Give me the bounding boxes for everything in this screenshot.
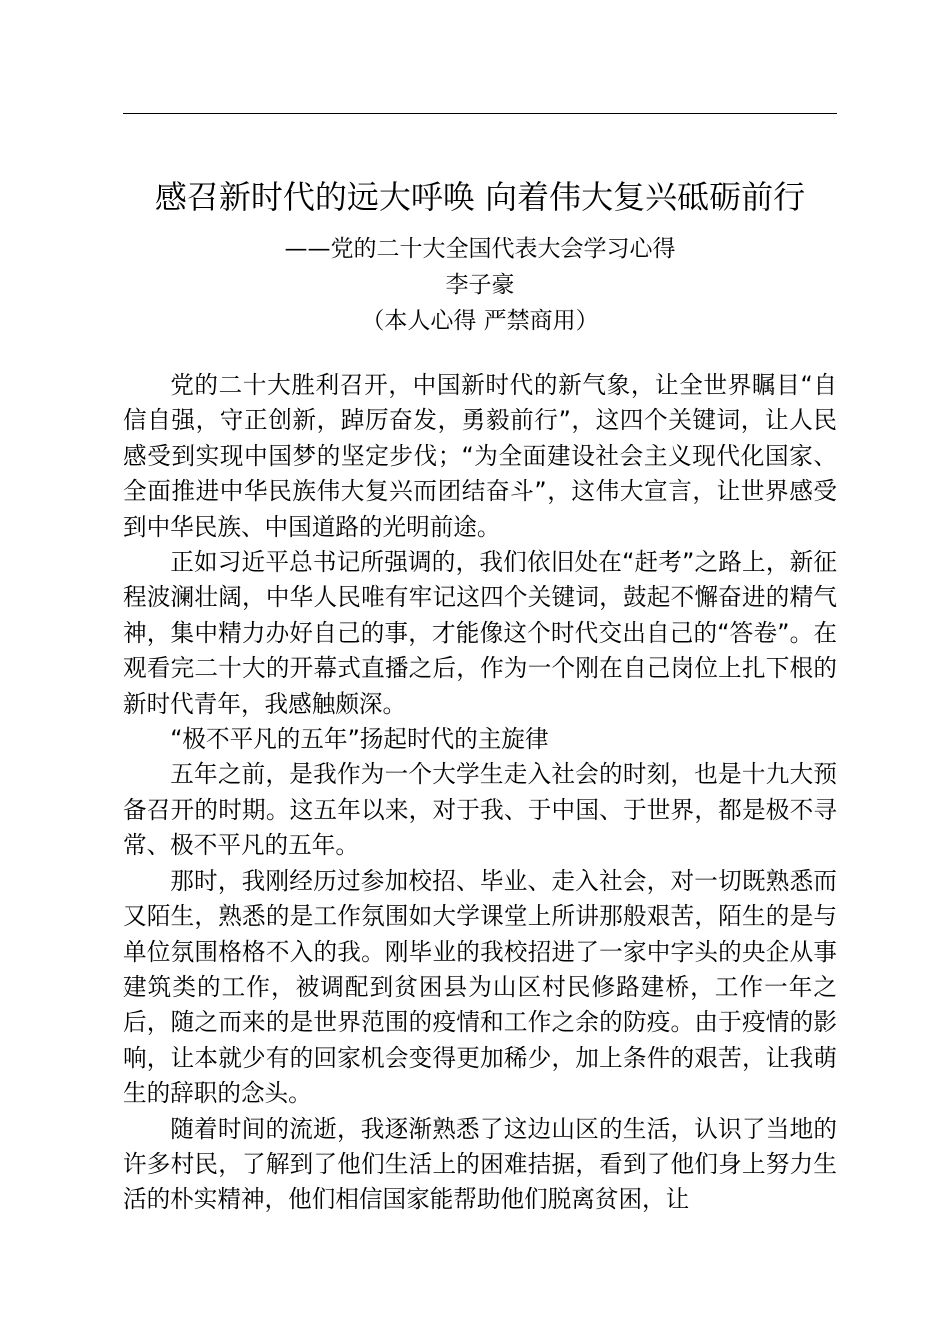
section-heading: “极不平凡的五年”扬起时代的主旋律 [170,725,549,754]
paragraph: 正如习近平总书记所强调的，我们依旧处在“赶考”之路上，新征程波澜壮阔，中华人民唯有牢记这四个关键词，鼓起不懈奋进的精气神，集中精力办好自己的事，才能像这个时代交出自己的“答卷”。在观看完二十大的开幕式直播之后，作为一个刚在自己岗位上扎下根的新时代青年，我感触颇深。 [123,548,837,718]
paragraph: 党的二十大胜利召开，中国新时代的新气象，让全世界瞩目“自信自强，守正创新，踔厉奋发，勇毅前行”，这四个关键词，让人民感受到实现中国梦的坚定步伐；“为全面建设社会主义现代化国家、全面推进中华民族伟大复兴而团结奋斗”，这伟大宣言，让世界感受到中华民族、中国道路的光明前途。 [123,371,837,541]
paragraph: 五年之前，是我作为一个大学生走入社会的时刻，也是十九大预备召开的时期。这五年以来，对于我、于中国、于世界，都是极不寻常、极不平凡的五年。 [123,760,837,860]
header-rule [123,113,837,114]
document-title: 感召新时代的远大呼唤 向着伟大复兴砥砺前行 [154,178,806,216]
paragraph: 那时，我刚经历过参加校招、毕业、走入社会，对一切既熟悉而又陌生，熟悉的是工作氛围如大学课堂上所讲那般艰苦，陌生的是与单位氛围格格不入的我。刚毕业的我校招进了一家中字头的央企从事建筑类的工作，被调配到贫困县为山区村民修路建桥，工作一年之后，随之而来的是世界范围的疫情和工作之余的防疫。由于疫情的影响，让本就少有的回家机会变得更加稀少，加上条件的艰苦，让我萌生的辞职的念头。 [123,866,837,1108]
usage-notice: （本人心得 严禁商用） [361,308,599,334]
author-name: 李子豪 [445,272,515,298]
document-subtitle: ——党的二十大全国代表大会学习心得 [284,236,676,262]
body-text [123,368,837,1218]
paragraph: 随着时间的流逝，我逐渐熟悉了这边山区的生活，认识了当地的许多村民，了解到了他们生活上的困难拮据，看到了他们身上努力生活的朴实精神，他们相信国家能帮助他们脱离贫困，让 [123,1114,837,1214]
